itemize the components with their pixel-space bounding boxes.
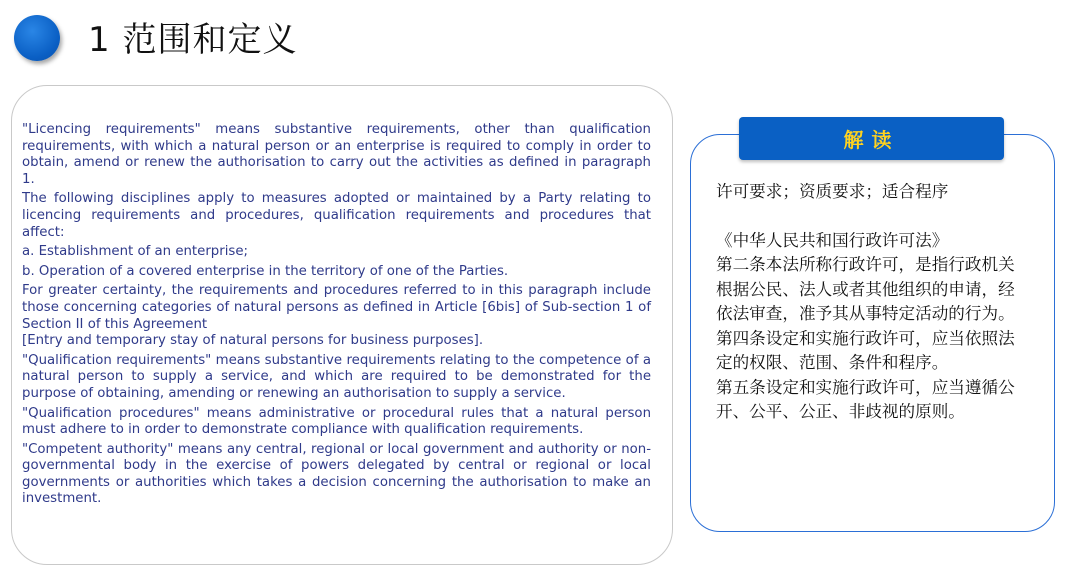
- title-bullet-icon: [14, 15, 60, 61]
- interpretation-text: [716, 180, 1016, 425]
- paragraph-greater-certainty: For greater certainty, the requirements and procedures referred to in this paragraph include those concerning categories of natural persons as defined in Article [6bis] of Sub-section 1 of Section II of this Agreement: [22, 283, 651, 332]
- article-4: 第四条设定和实施行政许可，应当依照法定的权限、范围、条件和程序。: [716, 328, 1015, 372]
- keywords-line: 许可要求；资质要求；适合程序: [716, 182, 949, 201]
- paragraph-licencing-requirements: "Licencing requirements" means substantive requirements, other than qualification requirements, with which a natural person or an enterprise is required to comply in order to obtain, amend or renew the authorisation to carry out the activities as defined in paragraph 1.: [22, 122, 651, 187]
- paragraph-qualification-procedures: "Qualification procedures" means administrative or procedural rules that a natural person must adhere to in order to demonstrate compliance with qualification requirements.: [22, 405, 651, 438]
- law-title: 《中华人民共和国行政许可法》: [716, 230, 949, 250]
- definitions-text: [22, 122, 651, 511]
- paragraph-item-b: b. Operation of a covered enterprise in the territory of one of the Parties.: [22, 263, 509, 279]
- page-title: 1 范围和定义: [88, 20, 298, 60]
- interpretation-badge: [739, 117, 1004, 160]
- article-5: 第五条设定和实施行政许可，应当遵循公开、公平、公正、非歧视的原则。: [716, 377, 1015, 421]
- paragraph-entry-stay: [Entry and temporary stay of natural persons for business purposes].: [22, 333, 484, 349]
- paragraph-qualification-requirements: "Qualification requirements" means substantive requirements relating to the competence of a natural person to supply a service, and which are required to be demonstrated for the purpose of obtaining, amending or renewing an authorisation to supply a service.: [22, 352, 651, 401]
- badge-label: 解读: [843, 128, 900, 152]
- paragraph-competent-authority: "Competent authority" means any central, regional or local government and authority or non-governmental body in the exercise of powers delegated by central or regional or local governments or authorities which takes a decision concerning the authorisation to make an investment.: [22, 441, 651, 507]
- paragraph-item-a: a. Establishment of an enterprise;: [22, 244, 248, 260]
- paragraph-disciplines: The following disciplines apply to measures adopted or maintained by a Party relating to licencing requirements and procedures, qualification requirements and procedures that affect:: [22, 191, 651, 240]
- article-2: 第二条本法所称行政许可，是指行政机关根据公民、法人或者其他组织的申请，经依法审查，准予其从事特定活动的行为。: [716, 255, 1015, 323]
